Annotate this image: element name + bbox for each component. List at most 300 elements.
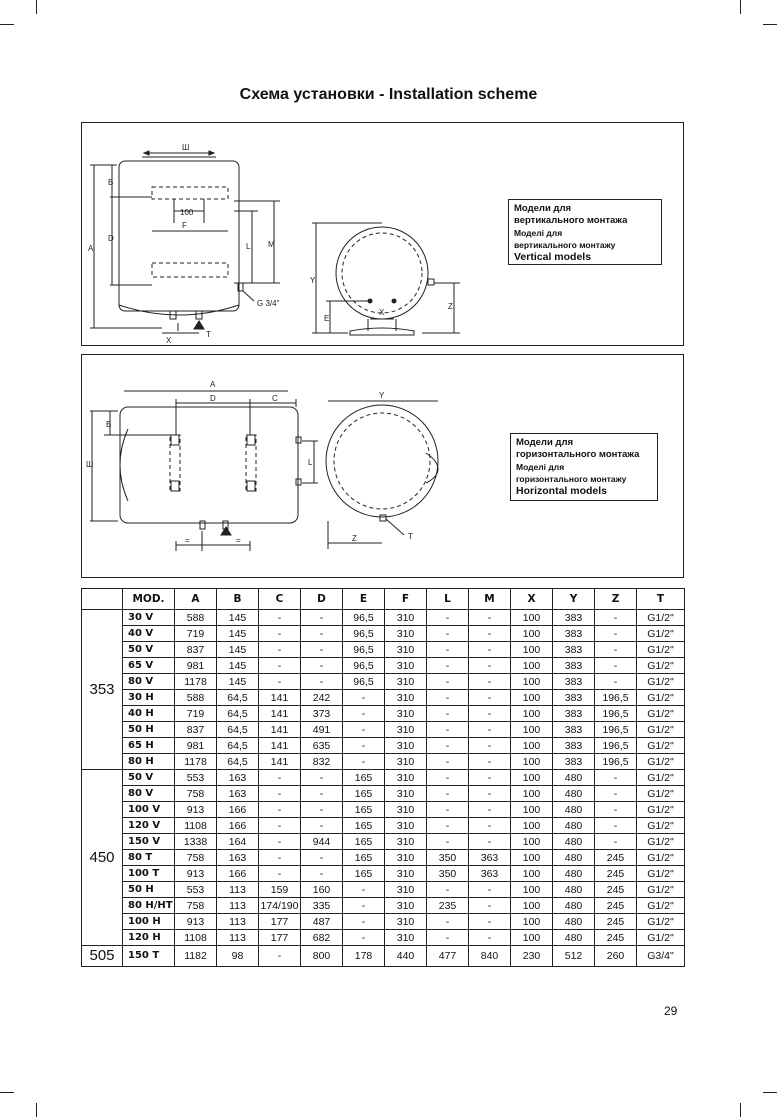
table-cell: 166 <box>217 802 259 818</box>
table-cell: 512 <box>553 946 595 967</box>
table-cell: - <box>469 882 511 898</box>
table-cell: 310 <box>385 930 427 946</box>
table-cell: 100 <box>511 914 553 930</box>
table-cell: 837 <box>175 722 217 738</box>
table-cell: - <box>469 802 511 818</box>
table-cell: 553 <box>175 882 217 898</box>
table-cell: 350 <box>427 866 469 882</box>
table-cell: 383 <box>553 738 595 754</box>
table-cell: 383 <box>553 690 595 706</box>
dim-label-l: L <box>246 242 251 251</box>
table-cell: 335 <box>301 898 343 914</box>
table-row <box>82 610 685 626</box>
table-cell: 196,5 <box>595 706 637 722</box>
table-cell: 96,5 <box>343 658 385 674</box>
model-cell: 40 V <box>123 626 175 642</box>
table-cell: 758 <box>175 850 217 866</box>
table-row <box>82 626 685 642</box>
table-cell: 310 <box>385 754 427 770</box>
header-cell: X <box>511 589 553 610</box>
table-cell: 245 <box>595 930 637 946</box>
table-cell: 113 <box>217 898 259 914</box>
dim-label-a: A <box>88 244 94 253</box>
table-cell: - <box>469 898 511 914</box>
table-cell: - <box>595 834 637 850</box>
table-cell: - <box>595 770 637 786</box>
header-cell: A <box>175 589 217 610</box>
crop-mark <box>0 1092 14 1093</box>
table-cell: 165 <box>343 802 385 818</box>
table-cell: 145 <box>217 674 259 690</box>
table-cell: 100 <box>511 818 553 834</box>
table-cell: 373 <box>301 706 343 722</box>
table-cell: - <box>595 802 637 818</box>
dim-label-m: M <box>268 240 275 249</box>
table-cell: 310 <box>385 738 427 754</box>
table-cell: 245 <box>595 882 637 898</box>
table-cell: 480 <box>553 834 595 850</box>
table-cell: - <box>595 642 637 658</box>
table-cell: 196,5 <box>595 738 637 754</box>
table-cell: 100 <box>511 642 553 658</box>
table-cell: - <box>427 834 469 850</box>
model-cell: 30 H <box>123 690 175 706</box>
table-cell: - <box>343 930 385 946</box>
table-cell: 160 <box>301 882 343 898</box>
table-cell: - <box>343 914 385 930</box>
dim-label-b: B <box>106 420 112 429</box>
table-body <box>82 610 685 967</box>
table-cell: 487 <box>301 914 343 930</box>
table-cell: 944 <box>301 834 343 850</box>
table-cell: 177 <box>259 930 301 946</box>
table-cell: 100 <box>511 786 553 802</box>
model-cell: 120 V <box>123 818 175 834</box>
table-cell: 1338 <box>175 834 217 850</box>
dim-label-sh: Ш <box>86 460 94 469</box>
table-cell: - <box>259 610 301 626</box>
table-cell: G1/2" <box>637 882 685 898</box>
table-cell: - <box>343 898 385 914</box>
table-cell: 235 <box>427 898 469 914</box>
model-cell: 40 H <box>123 706 175 722</box>
table-cell: G1/2" <box>637 786 685 802</box>
table-cell: 310 <box>385 610 427 626</box>
table-cell: - <box>427 930 469 946</box>
table-cell: - <box>469 770 511 786</box>
table-cell: 440 <box>385 946 427 967</box>
dim-label-c: C <box>272 394 278 403</box>
model-cell: 80 V <box>123 674 175 690</box>
table-cell: G1/2" <box>637 834 685 850</box>
table-row <box>82 738 685 754</box>
dim-label-b: B <box>108 178 114 187</box>
table-cell: 145 <box>217 658 259 674</box>
dim-label-d: D <box>210 394 216 403</box>
table-cell: 553 <box>175 770 217 786</box>
table-cell: 165 <box>343 850 385 866</box>
table-cell: - <box>427 754 469 770</box>
dim-label-l: L <box>308 458 313 467</box>
table-cell: 96,5 <box>343 642 385 658</box>
table-cell: 96,5 <box>343 626 385 642</box>
table-cell: 480 <box>553 802 595 818</box>
header-cell: B <box>217 589 259 610</box>
table-cell: 196,5 <box>595 754 637 770</box>
table-cell: - <box>301 850 343 866</box>
table-cell: 758 <box>175 898 217 914</box>
table-cell: - <box>427 642 469 658</box>
table-cell: - <box>259 674 301 690</box>
table-cell: 310 <box>385 786 427 802</box>
table-cell: - <box>343 690 385 706</box>
table-cell: - <box>427 818 469 834</box>
legend-line: Vertical models <box>514 251 592 263</box>
table-cell: 230 <box>511 946 553 967</box>
table-cell: 64,5 <box>217 706 259 722</box>
legend-line: горизонтального монтажу <box>516 474 627 484</box>
table-cell: 491 <box>301 722 343 738</box>
table-cell: 100 <box>511 690 553 706</box>
table-cell: 1178 <box>175 674 217 690</box>
dim-label-e: E <box>324 314 330 323</box>
header-cell: MOD. <box>123 589 175 610</box>
table-row <box>82 818 685 834</box>
table-cell: 480 <box>553 898 595 914</box>
dimensions-table <box>81 588 685 967</box>
table-cell: - <box>469 690 511 706</box>
table-cell: 100 <box>511 738 553 754</box>
dim-label-y: Y <box>310 276 316 285</box>
table-row <box>82 706 685 722</box>
table-cell: G1/2" <box>637 898 685 914</box>
table-cell: 145 <box>217 642 259 658</box>
table-cell: 913 <box>175 802 217 818</box>
horizontal-installation-panel <box>81 354 684 578</box>
table-cell: 588 <box>175 610 217 626</box>
table-row <box>82 866 685 882</box>
table-cell: 113 <box>217 930 259 946</box>
model-cell: 80 V <box>123 786 175 802</box>
table-cell: - <box>595 674 637 690</box>
table-cell: 310 <box>385 658 427 674</box>
table-cell: G1/2" <box>637 930 685 946</box>
table-cell: - <box>259 818 301 834</box>
table-cell: 100 <box>511 722 553 738</box>
table-cell: - <box>469 642 511 658</box>
dim-label-g: G 3/4" <box>257 299 280 308</box>
dim-label-d: D <box>108 234 114 243</box>
table-cell: - <box>259 850 301 866</box>
table-cell: 310 <box>385 914 427 930</box>
table-cell: 141 <box>259 738 301 754</box>
table-cell: 1182 <box>175 946 217 967</box>
table-cell: - <box>469 658 511 674</box>
table-cell: 588 <box>175 690 217 706</box>
header-cell: Y <box>553 589 595 610</box>
table-cell: 840 <box>469 946 511 967</box>
table-cell: G1/2" <box>637 738 685 754</box>
model-cell: 30 V <box>123 610 175 626</box>
table-cell: 178 <box>343 946 385 967</box>
table-cell: 166 <box>217 866 259 882</box>
table-cell: 165 <box>343 770 385 786</box>
model-cell: 150 T <box>123 946 175 967</box>
table-cell: - <box>301 610 343 626</box>
header-cell: F <box>385 589 427 610</box>
table-cell: - <box>259 642 301 658</box>
table-cell: 719 <box>175 706 217 722</box>
table-cell: 64,5 <box>217 722 259 738</box>
dim-label-f: F <box>182 221 187 230</box>
table-cell: 310 <box>385 898 427 914</box>
table-cell: - <box>259 658 301 674</box>
table-cell: G1/2" <box>637 850 685 866</box>
table-cell: 100 <box>511 802 553 818</box>
table-cell: 480 <box>553 786 595 802</box>
table-cell: 245 <box>595 898 637 914</box>
table-cell: 165 <box>343 786 385 802</box>
table-cell: - <box>427 706 469 722</box>
vertical-installation-panel <box>81 122 684 346</box>
table-row <box>82 850 685 866</box>
legend-line: Horizontal models <box>516 485 608 497</box>
table-cell: 480 <box>553 866 595 882</box>
table-cell: 480 <box>553 770 595 786</box>
table-cell: - <box>343 738 385 754</box>
crop-mark <box>740 1103 741 1117</box>
table-cell: 141 <box>259 722 301 738</box>
table-cell: - <box>595 658 637 674</box>
legend-line: Модели для <box>516 437 574 448</box>
table-cell: 310 <box>385 866 427 882</box>
table-cell: 310 <box>385 850 427 866</box>
table-row <box>82 674 685 690</box>
table-cell: G3/4" <box>637 946 685 967</box>
table-cell: 310 <box>385 882 427 898</box>
table-cell: 310 <box>385 674 427 690</box>
table-cell: G1/2" <box>637 706 685 722</box>
table-cell: 163 <box>217 786 259 802</box>
table-cell: - <box>343 722 385 738</box>
table-cell: 100 <box>511 834 553 850</box>
table-cell: 64,5 <box>217 754 259 770</box>
table-cell: 177 <box>259 914 301 930</box>
table-cell: - <box>469 914 511 930</box>
table-cell: 242 <box>301 690 343 706</box>
table-cell: - <box>427 610 469 626</box>
table-cell: 383 <box>553 642 595 658</box>
dim-label-z: Z <box>352 534 357 543</box>
table-cell: - <box>259 834 301 850</box>
table-cell: - <box>427 626 469 642</box>
table-cell: - <box>469 818 511 834</box>
table-cell: 163 <box>217 850 259 866</box>
table-cell: - <box>343 706 385 722</box>
table-cell: 310 <box>385 818 427 834</box>
table-cell: 310 <box>385 626 427 642</box>
table-cell: 141 <box>259 754 301 770</box>
table-cell: 96,5 <box>343 674 385 690</box>
legend-line: горизонтального монтажа <box>516 449 640 460</box>
table-row <box>82 898 685 914</box>
header-cell: E <box>343 589 385 610</box>
table-cell: 174/190 <box>259 898 301 914</box>
table-cell: 758 <box>175 786 217 802</box>
table-cell: 719 <box>175 626 217 642</box>
dim-label-y: Y <box>379 391 385 400</box>
table-cell: - <box>427 786 469 802</box>
dim-label-eq: = <box>185 536 190 545</box>
group-diameter-cell: 505 <box>82 946 123 967</box>
table-cell: 96,5 <box>343 610 385 626</box>
table-cell: 310 <box>385 834 427 850</box>
table-row <box>82 930 685 946</box>
table-cell: G1/2" <box>637 610 685 626</box>
header-cell: C <box>259 589 301 610</box>
table-cell: - <box>469 738 511 754</box>
table-cell: - <box>301 866 343 882</box>
page-title: Схема установки - Installation scheme <box>239 86 538 103</box>
table-cell: 981 <box>175 738 217 754</box>
table-cell: 383 <box>553 610 595 626</box>
table-row <box>82 802 685 818</box>
table-cell: - <box>595 818 637 834</box>
table-cell: G1/2" <box>637 866 685 882</box>
table-cell: - <box>427 738 469 754</box>
table-cell: 800 <box>301 946 343 967</box>
dim-label-t: T <box>206 330 211 339</box>
table-cell: - <box>427 674 469 690</box>
table-cell: 383 <box>553 626 595 642</box>
table-cell: 196,5 <box>595 690 637 706</box>
table-cell: - <box>301 658 343 674</box>
header-cell: D <box>301 589 343 610</box>
table-cell: 480 <box>553 914 595 930</box>
model-cell: 80 H <box>123 754 175 770</box>
legend-line: Моделі для <box>514 228 563 238</box>
table-cell: 98 <box>217 946 259 967</box>
model-cell: 100 H <box>123 914 175 930</box>
table-cell: 350 <box>427 850 469 866</box>
dim-label-t: T <box>408 532 413 541</box>
table-cell: 100 <box>511 706 553 722</box>
table-cell: - <box>595 610 637 626</box>
table-cell: 981 <box>175 658 217 674</box>
table-cell: 913 <box>175 866 217 882</box>
table-cell: 310 <box>385 802 427 818</box>
header-cell: M <box>469 589 511 610</box>
model-cell: 150 V <box>123 834 175 850</box>
header-cell: L <box>427 589 469 610</box>
header-cell-empty <box>82 589 123 610</box>
table-row <box>82 834 685 850</box>
table-cell: 100 <box>511 658 553 674</box>
table-cell: 480 <box>553 882 595 898</box>
table-cell: 383 <box>553 706 595 722</box>
table-cell: 635 <box>301 738 343 754</box>
table-cell: 141 <box>259 706 301 722</box>
table-cell: 1108 <box>175 930 217 946</box>
table-cell: - <box>301 674 343 690</box>
table-cell: - <box>427 770 469 786</box>
table-cell: 1108 <box>175 818 217 834</box>
table-cell: 64,5 <box>217 738 259 754</box>
table-cell: - <box>259 626 301 642</box>
table-cell: 165 <box>343 866 385 882</box>
table-cell: G1/2" <box>637 690 685 706</box>
table-cell: G1/2" <box>637 642 685 658</box>
model-cell: 120 H <box>123 930 175 946</box>
table-cell: - <box>343 882 385 898</box>
table-cell: 480 <box>553 850 595 866</box>
table-cell: 100 <box>511 882 553 898</box>
legend-line: вертикального монтажу <box>514 240 616 250</box>
table-cell: - <box>469 626 511 642</box>
table-cell: - <box>469 722 511 738</box>
model-cell: 65 H <box>123 738 175 754</box>
vertical-models-legend <box>508 199 662 265</box>
table-cell: - <box>301 818 343 834</box>
table-cell: 166 <box>217 818 259 834</box>
model-cell: 50 H <box>123 722 175 738</box>
table-cell: G1/2" <box>637 674 685 690</box>
table-cell: 837 <box>175 642 217 658</box>
table-cell: 113 <box>217 914 259 930</box>
table-cell: 480 <box>553 818 595 834</box>
table-cell: 196,5 <box>595 722 637 738</box>
table-cell: - <box>427 690 469 706</box>
header-cell: T <box>637 589 685 610</box>
table-cell: - <box>427 722 469 738</box>
table-cell: 383 <box>553 722 595 738</box>
model-cell: 100 V <box>123 802 175 818</box>
crop-mark <box>763 24 777 25</box>
table-cell: - <box>259 946 301 967</box>
table-row <box>82 754 685 770</box>
table-cell: - <box>469 834 511 850</box>
table-cell: G1/2" <box>637 658 685 674</box>
table-row <box>82 770 685 786</box>
dim-label-x2: X <box>379 308 385 317</box>
table-cell: - <box>427 882 469 898</box>
dim-label-eq: = <box>236 536 241 545</box>
table-cell: 383 <box>553 754 595 770</box>
crop-mark <box>36 1103 37 1117</box>
table-cell: 100 <box>511 898 553 914</box>
table-cell: - <box>427 802 469 818</box>
table-cell: 165 <box>343 818 385 834</box>
table-cell: - <box>469 610 511 626</box>
dim-label-x: X <box>166 336 172 345</box>
table-cell: 145 <box>217 610 259 626</box>
model-cell: 100 T <box>123 866 175 882</box>
table-cell: 310 <box>385 642 427 658</box>
table-cell: G1/2" <box>637 754 685 770</box>
table-cell: 383 <box>553 658 595 674</box>
table-cell: G1/2" <box>637 818 685 834</box>
crop-mark <box>0 24 14 25</box>
table-cell: 100 <box>511 610 553 626</box>
table-cell: G1/2" <box>637 770 685 786</box>
table-cell: 100 <box>511 754 553 770</box>
table-cell: - <box>469 754 511 770</box>
table-cell: - <box>469 674 511 690</box>
group-diameter-cell: 353 <box>82 610 123 770</box>
table-cell: - <box>259 786 301 802</box>
table-cell: G1/2" <box>637 722 685 738</box>
table-cell: 163 <box>217 770 259 786</box>
